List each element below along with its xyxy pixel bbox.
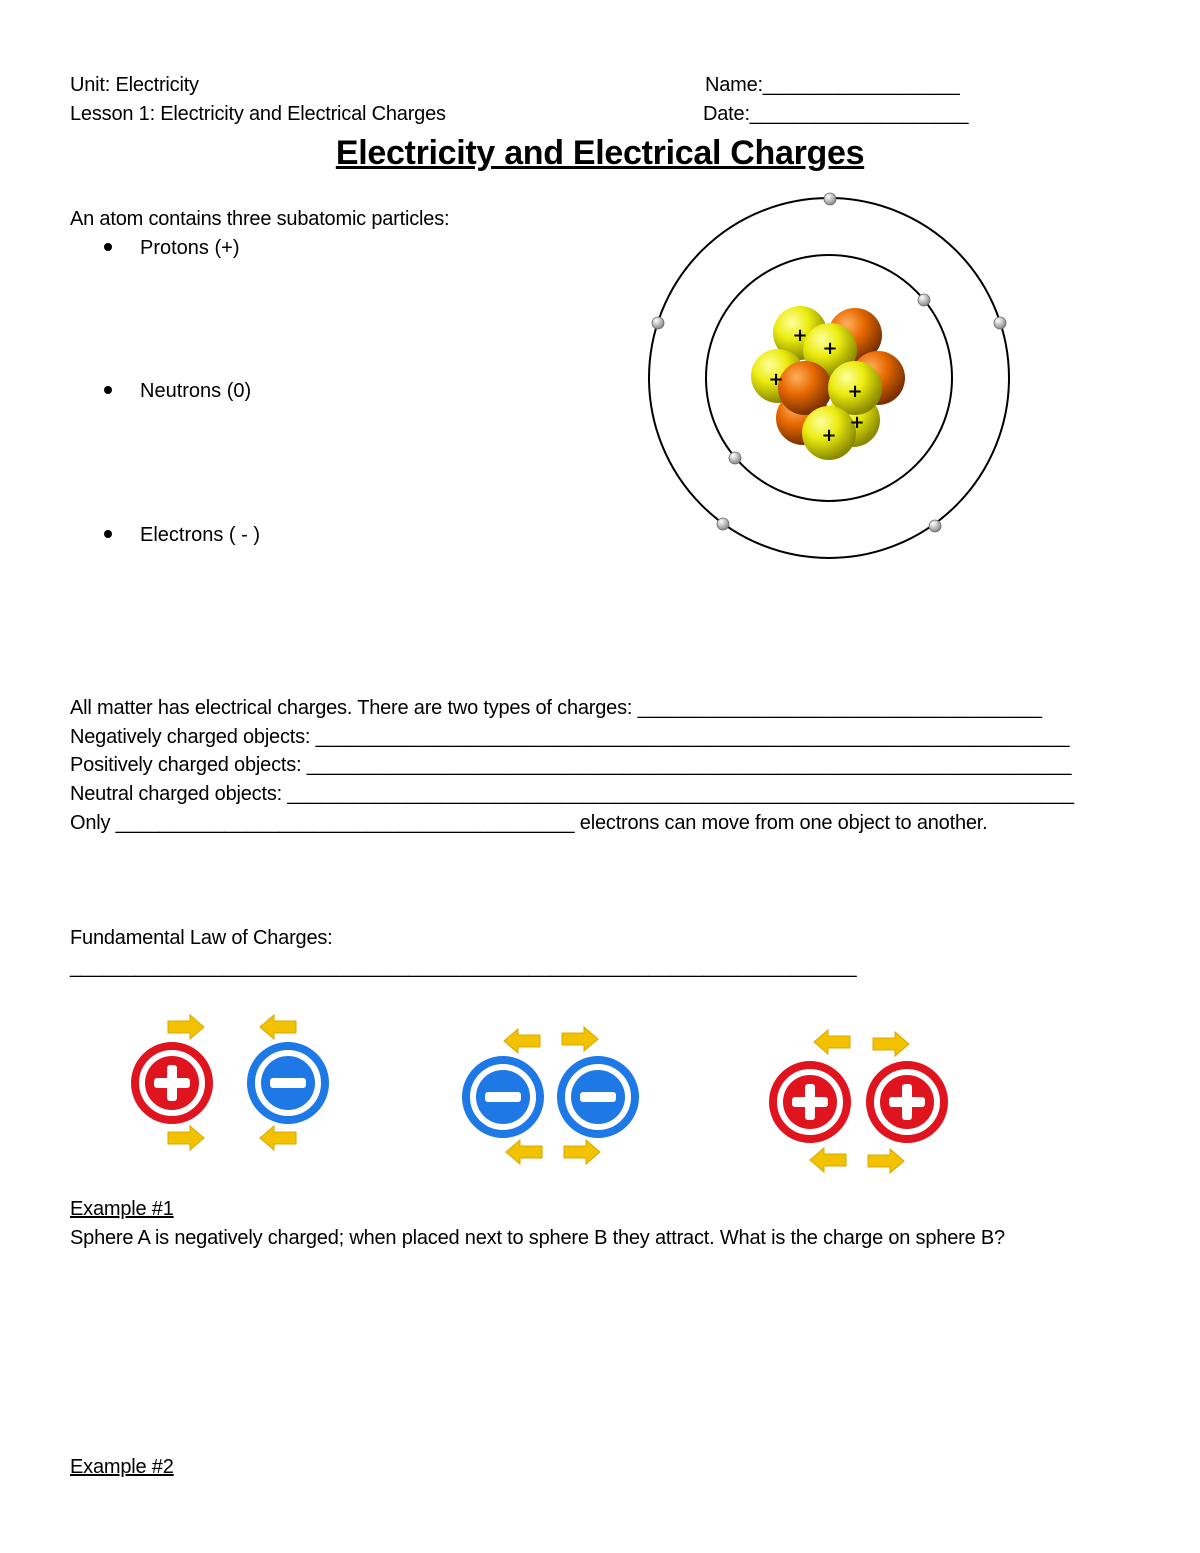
law-blank[interactable]: ________________________________________________________________________ <box>70 956 857 978</box>
proton-symbol: + <box>792 325 808 346</box>
arrow-left-icon <box>810 1148 846 1172</box>
example-1-text: Sphere A is negatively charged; when placed next to sphere B they attract. What is the charge on sphere B? <box>70 1227 1005 1249</box>
negative-charge-icon <box>466 1060 540 1134</box>
bullet-icon <box>104 530 112 538</box>
arrow-right-icon <box>564 1140 600 1164</box>
arrow-left-icon <box>814 1030 850 1054</box>
charges-line-1[interactable]: All matter has electrical charges. There are two types of charges: _____________________________________ <box>70 697 1042 719</box>
atom-diagram <box>640 190 1020 565</box>
list-item-protons <box>104 236 239 260</box>
charges-line-3[interactable]: Positively charged objects: ______________________________________________________________________ <box>70 754 1072 776</box>
nucleus <box>751 306 905 460</box>
charge-interactions <box>120 1005 1020 1185</box>
page-title: Electricity and Electrical Charges <box>335 134 865 172</box>
repel-positive-pair <box>773 1030 944 1173</box>
charges-line-2[interactable]: Negatively charged objects: _____________________________________________________________________ <box>70 726 1070 748</box>
electron <box>652 317 664 329</box>
electron <box>729 452 741 464</box>
attract-pair <box>135 1015 325 1150</box>
arrow-right-icon <box>168 1015 204 1039</box>
law-heading: Fundamental Law of Charges: <box>70 927 333 949</box>
arrow-right-icon <box>873 1032 909 1056</box>
bullet-icon <box>104 243 112 251</box>
negative-charge-icon <box>561 1060 635 1134</box>
proton-symbol: + <box>768 369 784 390</box>
electron <box>994 317 1006 329</box>
arrow-right-icon <box>168 1126 204 1150</box>
arrow-right-icon <box>562 1027 598 1051</box>
positive-charge-icon <box>870 1065 944 1139</box>
proton-symbol: + <box>822 338 838 359</box>
unit-label: Unit: Electricity <box>70 74 199 96</box>
example-2-heading: Example #2 <box>70 1456 174 1478</box>
charges-line-5[interactable]: Only __________________________________________ electrons can move from one object to another. <box>70 812 988 834</box>
list-item-electrons <box>104 523 260 547</box>
bullet-icon <box>104 386 112 394</box>
arrow-left-icon <box>260 1015 296 1039</box>
electron <box>929 520 941 532</box>
electron <box>918 294 930 306</box>
neutrons-label: Neutrons (0) <box>140 380 252 402</box>
arrow-left-icon <box>504 1029 540 1053</box>
electron <box>717 518 729 530</box>
lesson-label: Lesson 1: Electricity and Electrical Charges <box>70 103 446 125</box>
positive-charge-icon <box>135 1046 209 1120</box>
charges-line-4[interactable]: Neutral charged objects: ________________________________________________________________________ <box>70 783 1074 805</box>
proton-symbol: + <box>847 381 863 402</box>
electron <box>824 193 836 205</box>
arrow-right-icon <box>868 1149 904 1173</box>
atom-intro: An atom contains three subatomic particles: <box>70 208 450 230</box>
negative-charge-icon <box>251 1046 325 1120</box>
proton-symbol: + <box>849 412 865 433</box>
arrow-left-icon <box>506 1140 542 1164</box>
name-field[interactable]: Name:__________________ <box>705 74 960 96</box>
positive-charge-icon <box>773 1065 847 1139</box>
proton-symbol: + <box>821 425 837 446</box>
arrow-left-icon <box>260 1126 296 1150</box>
list-item-neutrons <box>104 379 251 403</box>
repel-negative-pair <box>466 1027 635 1164</box>
electrons-label: Electrons ( - ) <box>140 524 261 546</box>
example-1-heading: Example #1 <box>70 1198 174 1220</box>
protons-label: Protons (+) <box>140 237 240 259</box>
date-field[interactable]: Date:____________________ <box>703 103 969 125</box>
